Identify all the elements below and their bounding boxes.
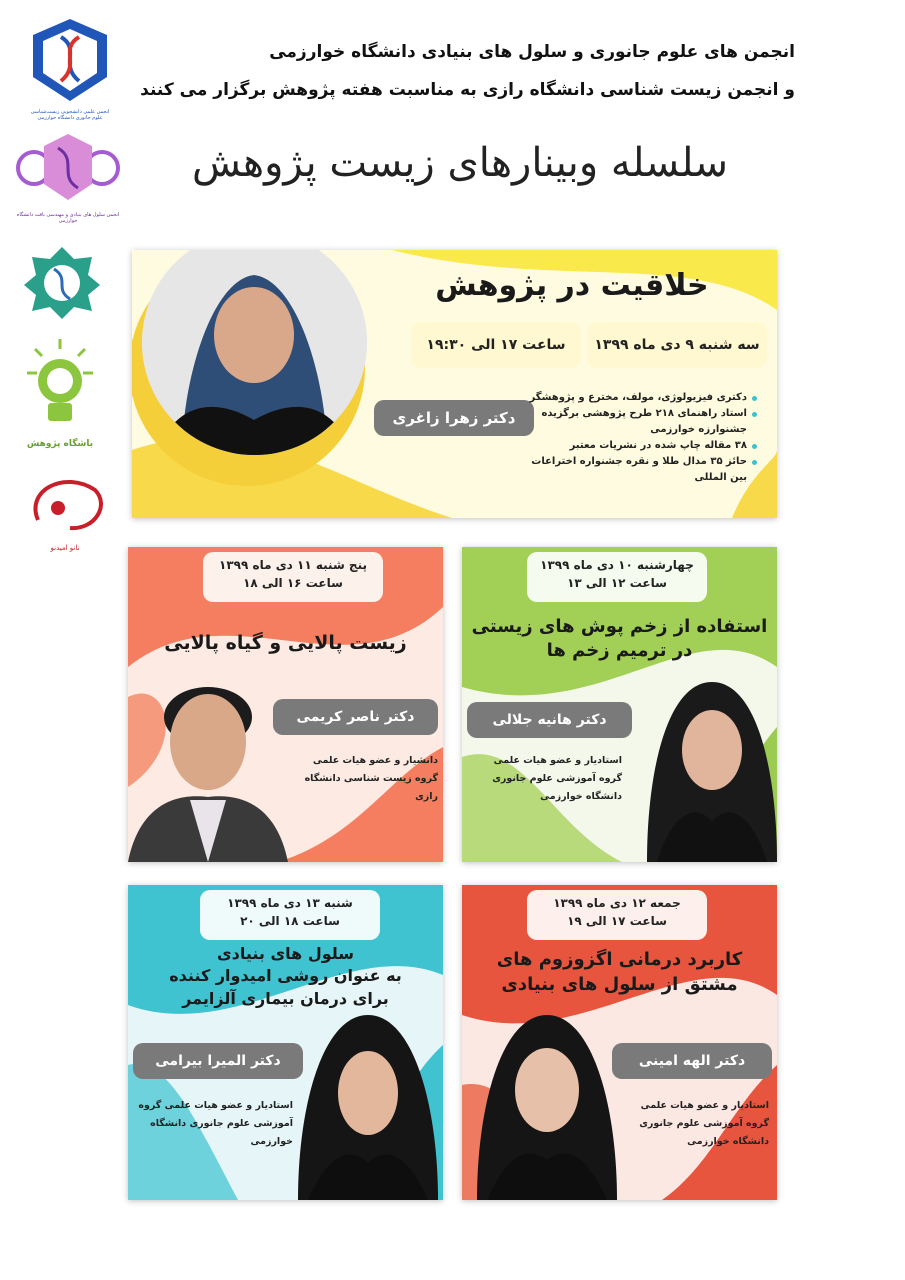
logo-stem-cell — [14, 128, 122, 233]
webinar1-bullets — [527, 390, 757, 486]
webinar5-title — [133, 943, 438, 1010]
bullet: حائز ۳۵ مدال طلا و نقره جشنواره اختراعات بین المللی — [527, 454, 757, 486]
webinar5-date-time-pill — [200, 890, 380, 940]
webinar5-title-line1: سلول های بنیادی — [216, 944, 355, 963]
portrait-hijab-icon — [293, 1005, 443, 1200]
webinar4-date-time-pill — [527, 890, 707, 940]
webinar4-title — [467, 947, 772, 997]
webinar1-time-pill: ساعت ۱۷ الی ۱۹:۳۰ — [411, 322, 581, 368]
logo4-caption: باشگاه پژوهش — [26, 439, 94, 449]
webinar4-time: ساعت ۱۷ الی ۱۹ — [567, 914, 667, 928]
webinar5-time: ساعت ۱۸ الی ۲۰ — [240, 914, 340, 928]
header-line-2: و انجمن زیست شناسی دانشگاه رازی به مناسبت هفته پژوهش برگزار می کنند — [140, 80, 795, 100]
portrait-hijab-icon — [467, 1005, 627, 1200]
webinar3-date: پنج شنبه ۱۱ دی ماه ۱۳۹۹ — [219, 558, 367, 572]
webinar1-date-pill: سه شنبه ۹ دی ماه ۱۳۹۹ — [587, 322, 767, 368]
webinar4-date: جمعه ۱۲ دی ماه ۱۳۹۹ — [553, 896, 681, 910]
lightbulb-brain-icon — [25, 335, 95, 435]
logo5-caption: نانو امیدنو — [50, 544, 80, 552]
logo1-caption: انجمن علمی دانشجویی زیست‌شناسی علوم جانوری دانشگاه خوارزمی — [30, 109, 110, 121]
webinar3-bio: دانشیار و عضو هیات علمی گروه زیست شناسی دانشگاه رازی — [304, 755, 438, 803]
nano-orbit-icon — [20, 470, 110, 540]
webinar4-title-line1: کاربرد درمانی اگزوزوم های — [496, 949, 743, 970]
webinar2-date-time-pill — [527, 552, 707, 602]
speaker3-photo — [128, 662, 288, 862]
webinar2-title-line2: در ترمیم زخم ها — [546, 640, 693, 662]
webinar3-speaker-pill: دکتر ناصر کریمی — [273, 699, 438, 735]
webinar-card-4 — [462, 885, 777, 1200]
webinar1-title: خلاقیت در پژوهش — [435, 268, 709, 303]
logo-animal-science — [25, 15, 115, 120]
webinar2-title-line1: استفاده از زخم پوش های زیستی — [471, 616, 768, 637]
webinar1-speaker-pill: دکتر زهرا زاغری — [374, 400, 534, 436]
webinar-card-3 — [128, 547, 443, 862]
speaker5-photo — [293, 1005, 443, 1200]
webinar2-time: ساعت ۱۲ الی ۱۳ — [567, 576, 667, 590]
logo2-caption: انجمن سلول های بنیادی و مهندسی بافت دانشگاه خوارزمی — [16, 212, 120, 224]
webinar-card-1 — [132, 250, 777, 518]
webinar3-time: ساعت ۱۶ الی ۱۸ — [243, 576, 343, 590]
series-title: سلسله وبینارهای زیست پژوهش — [192, 140, 728, 186]
logo-research-club — [25, 335, 95, 460]
webinar4-speaker-pill: دکتر الهه امینی — [612, 1043, 772, 1079]
speaker2-photo — [637, 672, 777, 862]
webinar-card-2 — [462, 547, 777, 862]
speaker4-photo — [467, 1005, 627, 1200]
webinar-card-5 — [128, 885, 443, 1200]
snowflake-dna-icon — [22, 245, 102, 320]
logo-snowflake — [22, 245, 102, 320]
webinar5-date: شنبه ۱۳ دی ماه ۱۳۹۹ — [227, 896, 353, 910]
webinar2-bio: استادیار و عضو هیات علمی گروه آموزشی علوم جانوری دانشگاه خوارزمی — [492, 755, 622, 803]
bullet: ۳۸ مقاله چاپ شده در نشریات معتبر — [527, 438, 757, 454]
portrait-hijab-icon — [637, 672, 777, 862]
webinar3-date-time-pill — [203, 552, 383, 602]
header-line-1: انجمن های علوم جانوری و سلول های بنیادی دانشگاه خوارزمی — [269, 42, 795, 62]
stem-cell-icon — [14, 128, 122, 208]
webinar2-date: چهارشنبه ۱۰ دی ماه ۱۳۹۹ — [540, 558, 694, 572]
bullet: دکتری فیزیولوژی، مولف، مخترع و پژوهشگر — [527, 390, 757, 406]
webinar4-bio: استادیار و عضو هیات علمی گروه آموزشی علوم جانوری دانشگاه خوارزمی — [639, 1100, 769, 1148]
webinar3-title: زیست پالایی و گیاه پالایی — [164, 632, 407, 654]
webinar2-title — [467, 615, 772, 664]
logo-nano — [20, 470, 110, 550]
bullet: استاد راهنمای ۲۱۸ طرح پژوهشی برگزیده جشنوارزه خوارزمی — [527, 406, 757, 438]
webinar5-title-line2: به عنوان روشی امیدوار کننده — [169, 966, 402, 986]
webinar2-speaker-pill: دکتر هانیه جلالی — [467, 702, 632, 738]
dna-shield-icon — [25, 15, 115, 105]
webinar5-speaker-pill: دکتر المیرا بیرامی — [133, 1043, 303, 1079]
webinar4-title-line2: مشتق از سلول های بنیادی — [501, 974, 738, 996]
webinar5-title-line3: برای درمان بیماری آلزایمر — [182, 988, 389, 1008]
portrait-man-icon — [128, 662, 288, 862]
webinar5-bio: استادیار و عضو هیات علمی گروه آموزشی علوم جانوری دانشگاه خوارزمی — [138, 1100, 293, 1148]
